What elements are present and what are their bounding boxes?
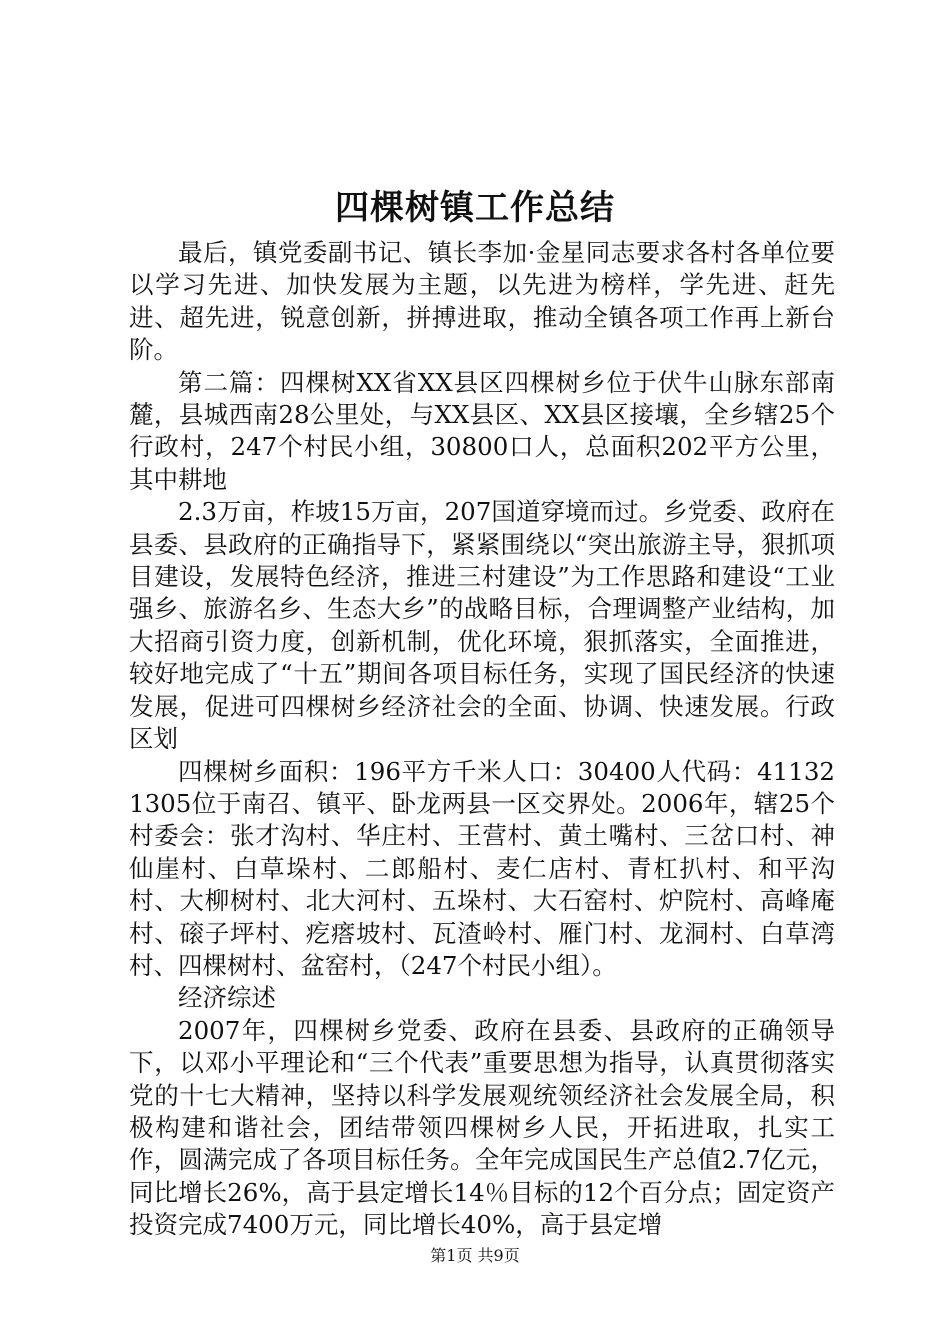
document-title: 四棵树镇工作总结 <box>335 188 615 228</box>
paragraph-closing-remarks: 最后，镇党委副书记、镇长李加·金星同志要求各村各单位要以学习先进、加快发展为主题，以先进为榜样，学先进、赶先进、超先进，锐意创新，拼搏进取，推动全镇各项工作再上新台阶。 <box>129 238 835 365</box>
section-heading-economy: 经济综述 <box>178 983 276 1013</box>
paragraph-economy-summary: 2007年，四棵树乡党委、政府在县委、县政府的正确领导下，以邓小平理论和“三个代表”重要思想为指导，认真贯彻落实党的十七大精神，坚持以科学发展观统领经济社会发展全局，积极构建和谐社会，团结带领四棵树乡人民，开拓进取，扎实工作，圆满完成了各项目标任务。全年完成国民生产总值2.7亿元，同比增长26%，高于县定增长14％目标的12个百分点；固定资产投资完成7400万元，同比增长40%，高于县定增 <box>129 1015 835 1240</box>
paragraph-part-two-intro: 第二篇：四棵树XX省XX县区四棵树乡位于伏牛山脉东部南麓，县城西南28公里处，与XX县区、XX县区接壤，全乡辖25个行政村，247个村民小组，30800口人，总面积202平方公里，其中耕地 <box>129 367 835 494</box>
page-number-footer: 第1页 共9页 <box>430 1246 520 1265</box>
paragraph-development-overview: 2.3万亩，柞坡15万亩，207国道穿境而过。乡党委、政府在县委、县政府的正确指导下，紧紧围绕以“突出旅游主导，狠抓项目建设，发展特色经济，推进三村建设”为工作思路和建设“工业强乡、旅游名乡、生态大乡”的战略目标，合理调整产业结构，加大招商引资力度，创新机制，优化环境，狠抓落实，全面推进，较好地完成了“十五”期间各项目标任务，实现了国民经济的快速发展，促进可四棵树乡经济社会的全面、协调、快速发展。行政区划 <box>129 497 835 754</box>
paragraph-administrative-division: 四棵树乡面积：196平方千米人口：30400人代码：411321305位于南召、镇平、卧龙两县一区交界处。2006年，辖25个村委会：张才沟村、华庄村、王营村、黄土嘴村、三岔口村、神仙崖村、白草垛村、二郎船村、麦仁店村、青杠扒村、和平沟村、大柳树村、北大河村、五垛村、大石窑村、炉院村、高峰庵村、磙子坪村、疙瘩坡村、瓦渣岭村、雁门村、龙洞村、白草湾村、四棵树村、盆窑村，（247个村民小组）。 <box>129 756 835 980</box>
document-body <box>129 237 835 1242</box>
